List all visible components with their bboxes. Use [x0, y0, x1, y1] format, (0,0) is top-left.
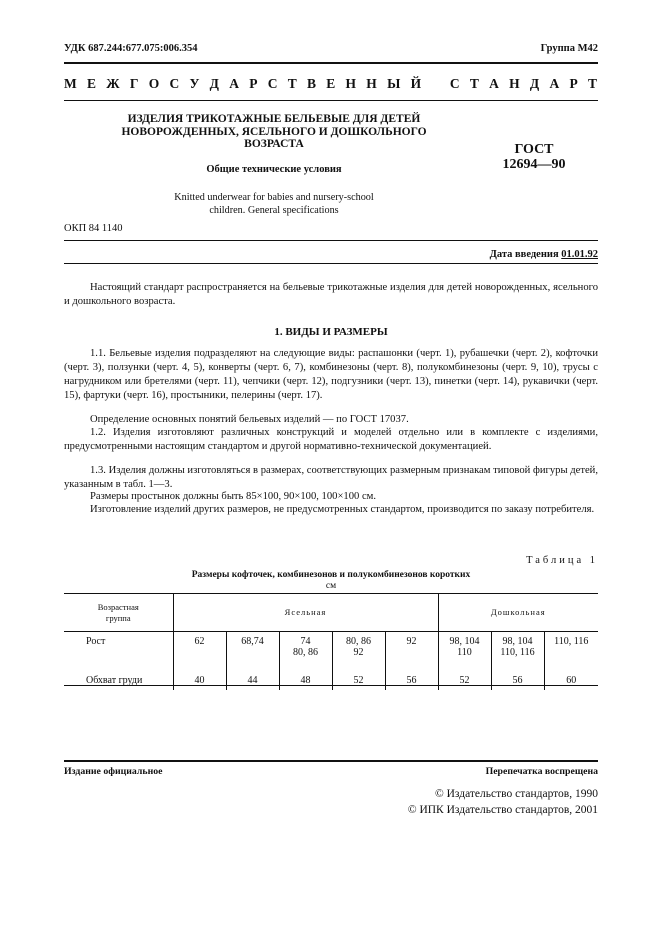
- clause-1-1: 1.1. Бельевые изделия подразделяют на следующие виды: распашонки (черт. 1), рубашечки (черт. 2), кофточки (черт. 3), ползунки (черт. 4, 5), конверты (черт. 6, 7), комбинезоны (черт. 8), полукомбинезоны (черт. 9, 10), трусы с нагрудником или бретелями (черт. 11), чепчики (черт. 12), подгузники (черт. 13), пинетки (черт. 14), рукавички (черт. 15), фартуки (черт. 16), простыники, пелерины (черт. 17).: [64, 348, 598, 401]
- clause-1-2: 1.2. Изделия изготовляют различных конструкций и моделей отдельно или в комплекте с изделиями, предусмотренными настоящим стандартом и другой нормативно-технической документацией.: [64, 427, 598, 452]
- udk-code: УДК 687.244:677.075:006.354: [64, 43, 198, 54]
- copyright-1990: © Издательство стандартов, 1990: [434, 788, 598, 800]
- cell-value: 92: [406, 636, 417, 647]
- age-group-header: [64, 594, 173, 632]
- cell-value: 62: [194, 636, 205, 647]
- table-row: [64, 632, 598, 671]
- table-cell: [385, 632, 438, 671]
- table-cell: 56: [385, 670, 438, 690]
- standard-banner: М Е Ж Г О С У Д А Р С Т В Е Н Н Ы Й С Т А Н Д А Р Т: [64, 76, 598, 91]
- title-line: ИЗДЕЛИЯ ТРИКОТАЖНЫЕ БЕЛЬЕВЫЕ ДЛЯ ДЕТЕЙ: [127, 113, 421, 125]
- cell-value: 98, 104: [449, 636, 480, 647]
- row-label: Рост: [86, 636, 106, 647]
- reprint-notice: Перепечатка воспрещена: [485, 766, 598, 777]
- table-cell: [279, 632, 332, 671]
- sheet-sizes-paragraph: Размеры простынок должны быть 85×100, 90×100, 100×100 см.: [90, 491, 377, 502]
- english-title-line: children. General specifications: [209, 205, 339, 216]
- table-header-row: [64, 594, 598, 632]
- footer-rule: [64, 760, 598, 762]
- english-title-line: Knitted underwear for babies and nursery-school: [174, 192, 374, 203]
- title-rule: [64, 240, 598, 241]
- cell-value: 74: [300, 636, 311, 647]
- gost-designation: [470, 142, 598, 172]
- nursery-header-text: Ясельная: [284, 607, 327, 617]
- cell-value: 98, 104: [502, 636, 533, 647]
- cell-value: 80, 86: [293, 647, 318, 658]
- cell-value: 80, 86: [346, 636, 371, 647]
- title-line: НОВОРОЖДЕННЫХ, ЯСЕЛЬНОГО И ДОШКОЛЬНОГО: [121, 125, 427, 138]
- table-cell: 40: [173, 670, 226, 690]
- okp-code: ОКП 84 1140: [64, 223, 123, 234]
- table-cell: [438, 632, 491, 671]
- date-rule: [64, 263, 598, 264]
- table-cell: [226, 632, 279, 671]
- effective-date: [490, 249, 598, 260]
- cell-value: 110, 116: [554, 636, 589, 647]
- document-title: [84, 113, 464, 151]
- official-edition: Издание официальное: [64, 766, 163, 777]
- table-cell: 52: [332, 670, 385, 690]
- table-cell: 44: [226, 670, 279, 690]
- section-title: 1. ВИДЫ И РАЗМЕРЫ: [274, 326, 388, 338]
- clause-1-3: 1.3. Изделия должны изготовляться в размерах, соответствующих размерным признакам типовой фигуры детей, указанным в табл. 1—3.: [64, 465, 598, 490]
- table-caption: Размеры кофточек, комбинезонов и полукомбинезонов коротких: [191, 570, 471, 580]
- row-label: Обхват груди: [86, 674, 143, 686]
- table-cell: 52: [438, 670, 491, 690]
- cell-value: 92: [353, 647, 364, 658]
- intro-paragraph: Настоящий стандарт распространяется на бельевые трикотажные изделия для детей новорожденных, ясельного и дошкольного возраста.: [64, 282, 598, 307]
- table-cell: [332, 632, 385, 671]
- preschool-header: [438, 594, 598, 632]
- table-cell: 56: [491, 670, 544, 690]
- document-subtitle: Общие технические условия: [206, 164, 342, 175]
- table-cell: [544, 632, 598, 671]
- sizes-table: [64, 594, 598, 690]
- definition-paragraph: Определение основных понятий бельевых изделий — по ГОСТ 17037.: [90, 414, 409, 425]
- gost-label: ГОСТ: [514, 142, 554, 157]
- title-line: ВОЗРАСТА: [244, 138, 304, 150]
- group-code: Группа М42: [540, 43, 598, 54]
- header-rule: [64, 62, 598, 64]
- cell-value: 110: [457, 647, 472, 658]
- date-label: Дата введения: [489, 249, 559, 260]
- nursery-header: [173, 594, 438, 632]
- cell-value: 68,74: [241, 636, 264, 647]
- table-bottom-rule: [64, 685, 598, 686]
- gost-number: 12694—90: [502, 157, 566, 172]
- english-title: [84, 191, 464, 217]
- table-cell: [491, 632, 544, 671]
- date-value: 01.01.92: [561, 249, 598, 260]
- age-group-header-text: Возрастная группа: [97, 601, 139, 623]
- table-cell: [173, 632, 226, 671]
- preschool-header-text: Дошкольная: [490, 607, 546, 617]
- copyright-2001: © ИПК Издательство стандартов, 2001: [407, 804, 598, 816]
- table-row: [64, 670, 598, 690]
- other-sizes-paragraph: Изготовление изделий других размеров, не предусмотренных стандартом, производится по заказу потребителя.: [90, 504, 595, 515]
- table-unit: см: [325, 581, 337, 591]
- table-label: Таблица 1: [526, 555, 598, 566]
- table-cell: 48: [279, 670, 332, 690]
- cell-value: 110, 116: [500, 647, 535, 658]
- table-cell: 60: [544, 670, 598, 690]
- banner-rule: [64, 100, 598, 101]
